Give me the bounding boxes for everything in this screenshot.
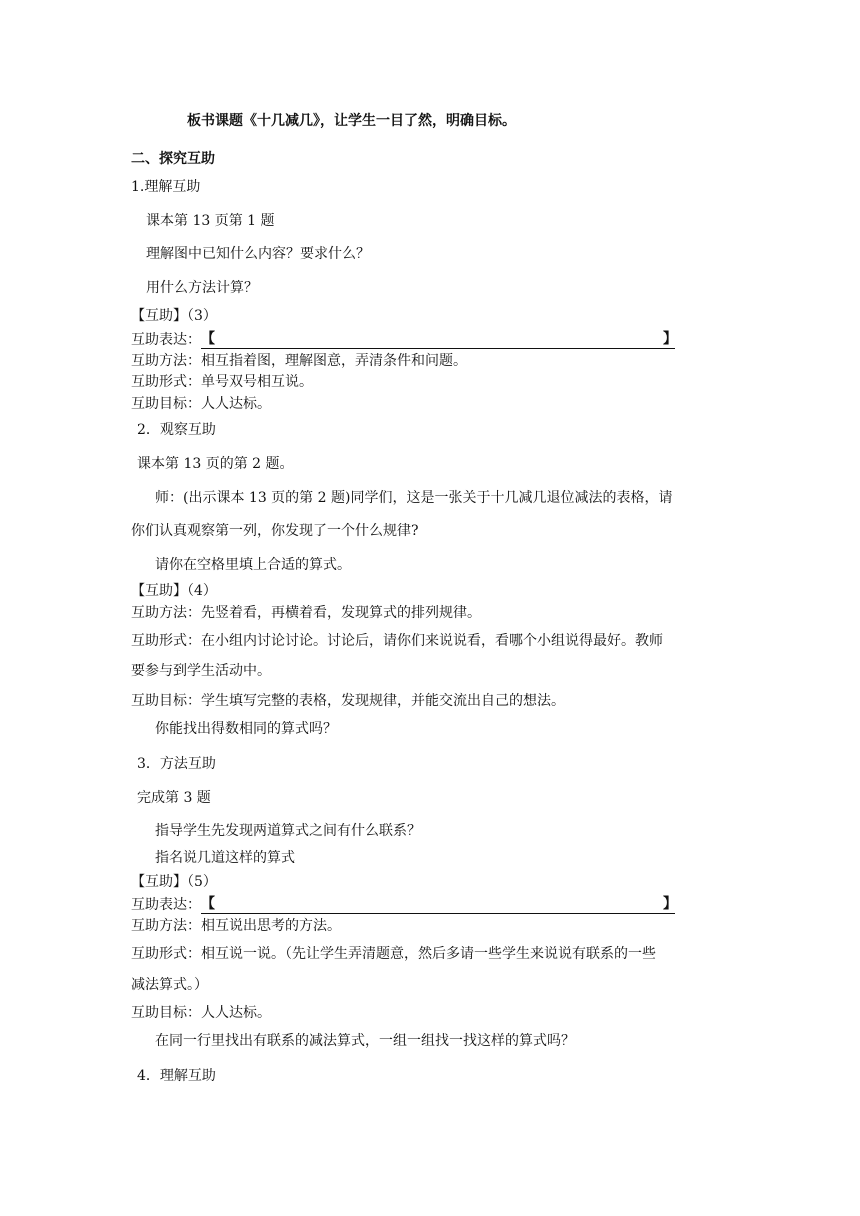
huzhu-expression-line (131, 330, 675, 349)
paragraph: 互助形式：单号双号相互说。 (131, 374, 313, 390)
open-bracket: 【 (201, 896, 215, 912)
paragraph: 互助目标：人人达标。 (131, 396, 271, 412)
paragraph: 指名说几道这样的算式 (155, 850, 295, 866)
paragraph: 课本第 13 页第 1 题 (146, 213, 275, 229)
paragraph: 指导学生先发现两道算式之间有什么联系？ (155, 823, 421, 839)
paragraph: 理解图中已知什么内容？要求什么？ (146, 246, 370, 262)
subsection-heading: 4．理解互助 (137, 1068, 216, 1084)
board-title-line: 板书课题《十几减几》，让学生一目了然，明确目标。 (187, 113, 516, 129)
paragraph: 完成第 3 题 (137, 790, 211, 806)
open-bracket: 【 (201, 331, 215, 347)
huzhu-expression-line (131, 895, 675, 914)
expression-label: 互助表达： (131, 897, 201, 913)
paragraph: 在同一行里找出有联系的减法算式，一组一组找一找这样的算式吗？ (155, 1033, 575, 1049)
close-bracket: 】 (663, 896, 677, 912)
paragraph: 互助方法：相互指着图，理解图意，弄清条件和问题。 (131, 353, 467, 369)
expression-blank (201, 330, 675, 349)
paragraph: 你们认真观察第一列，你发现了一个什么规律? (131, 523, 419, 539)
paragraph: 互助方法：相互说出思考的方法。 (131, 918, 341, 934)
huzhu-label: 【互助】（5） (131, 874, 217, 890)
paragraph: 互助目标：学生填写完整的表格，发现规律，并能交流出自己的想法。 (131, 693, 565, 709)
expression-label: 互助表达： (131, 332, 201, 348)
huzhu-label: 【互助】（4） (131, 583, 217, 599)
paragraph: 互助形式：相互说一说。（先让学生弄清题意，然后多请一些学生来说说有联系的一些 (131, 946, 656, 962)
paragraph: 课本第 13 页的第 2 题。 (137, 456, 294, 472)
paragraph: 师：(出示课本 13 页的第 2 题)同学们，这是一张关于十几减几退位减法的表格，请 (155, 490, 673, 506)
paragraph: 互助方法：先竖着看，再横着看，发现算式的排列规律。 (131, 605, 481, 621)
close-bracket: 】 (663, 331, 677, 347)
expression-blank (201, 895, 675, 914)
subsection-heading: 2．观察互助 (137, 422, 216, 438)
paragraph: 互助形式：在小组内讨论讨论。讨论后，请你们来说说看，看哪个小组说得最好。教师 (131, 633, 663, 649)
huzhu-label: 【互助】（3） (131, 308, 217, 324)
paragraph: 请你在空格里填上合适的算式。 (155, 557, 351, 573)
paragraph: 减法算式。） (131, 977, 208, 993)
paragraph: 你能找出得数相同的算式吗？ (155, 721, 337, 737)
section-heading: 二、探究互助 (131, 151, 215, 167)
subsection-heading: 1.理解互助 (131, 179, 201, 195)
paragraph: 要参与到学生活动中。 (131, 663, 271, 679)
subsection-heading: 3．方法互助 (137, 756, 216, 772)
paragraph: 用什么方法计算？ (146, 280, 258, 296)
paragraph: 互助目标：人人达标。 (131, 1005, 271, 1021)
